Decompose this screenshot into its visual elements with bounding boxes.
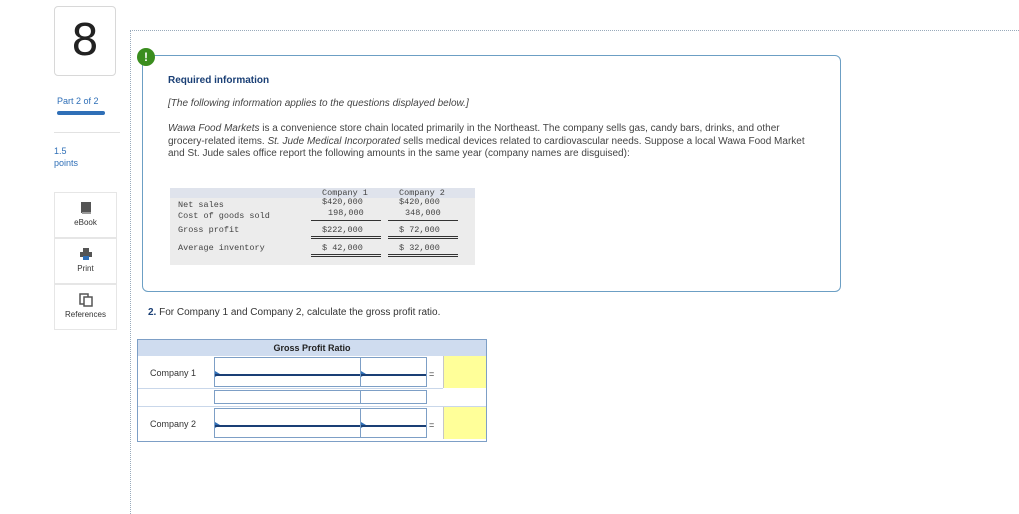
panel-intro: [The following information applies to the questions displayed below.] [168,98,469,109]
company-1-denominator-input[interactable] [360,357,427,387]
company-name-stjude: St. Jude Medical Incorporated [267,135,401,147]
table-cell: 198,000 [328,208,364,218]
table-cell: $420,000 [399,197,440,207]
total-rule [311,236,381,239]
company-1-numerator-input[interactable] [214,357,361,387]
print-label: Print [77,264,94,273]
company-2-denominator-input[interactable] [360,408,427,438]
references-label: References [65,310,106,319]
row-label-company-1: Company 1 [150,368,197,378]
ebook-label: eBook [74,218,97,227]
book-icon [79,201,93,215]
equals-sign: = [429,369,435,379]
part-progress-bar [57,111,105,115]
row-label: Gross profit [178,225,240,235]
points-display [54,145,78,169]
content-guide-horizontal [130,30,1019,31]
spacer-input [360,390,427,404]
financial-data-table [170,188,475,265]
table-cell: $420,000 [322,197,363,207]
row-label: Cost of goods sold [178,211,270,221]
table-cell: 348,000 [405,208,441,218]
printer-icon [79,247,93,261]
company-2-result-cell [443,407,486,439]
table-cell: $222,000 [322,225,363,235]
question-number-label: 2. [148,307,157,318]
scenario-text-a: is a convenience store chain located primarily in the Northeast. The company sells gas, candy bars, drinks, and other grocery-related items. [168,123,780,147]
row-label: Net sales [178,200,224,210]
points-label: points [54,158,79,168]
scenario-text-b: sells medical devices related to cardiovascular needs. Suppose a local Wawa Food Market and St. Jude sales office report the following amounts in the same year (company names are disguised): [168,135,805,159]
content-guide-vertical [130,30,131,514]
panel-title: Required information [168,75,270,86]
column-header: Company 2 [399,188,445,198]
total-rule [311,254,381,257]
references-icon [79,293,93,307]
table-cell: $ 32,000 [399,243,440,253]
total-rule [388,254,458,257]
grid-row-divider [138,388,443,389]
alert-icon: ! [137,48,155,66]
part-indicator: Part 2 of 2 [57,96,99,106]
points-value: 1.5 [54,146,67,156]
references-button[interactable] [54,284,117,330]
subtotal-rule [388,220,458,221]
company-name-wawa: Wawa Food Markets [168,123,260,134]
table-cell: $ 42,000 [322,243,363,253]
grid-row-divider [138,406,486,407]
spacer-input [214,390,361,404]
row-label: Average inventory [178,243,265,253]
table-cell: $ 72,000 [399,225,440,235]
row-label-company-2: Company 2 [150,419,197,429]
gross-profit-ratio-grid [137,339,487,442]
question-number: 8 [54,6,116,76]
company-1-result-cell [443,356,486,388]
scenario-paragraph [168,123,808,161]
question-body: For Company 1 and Company 2, calculate the gross profit ratio. [156,307,441,318]
company-2-numerator-input[interactable] [214,408,361,438]
question-text [148,307,440,318]
equals-sign: = [429,420,435,430]
column-header: Company 1 [322,188,368,198]
rail-divider [54,132,120,133]
subtotal-rule [311,220,381,221]
ebook-button[interactable] [54,192,117,238]
grid-header: Gross Profit Ratio [138,340,486,356]
print-button[interactable] [54,238,117,284]
total-rule [388,236,458,239]
